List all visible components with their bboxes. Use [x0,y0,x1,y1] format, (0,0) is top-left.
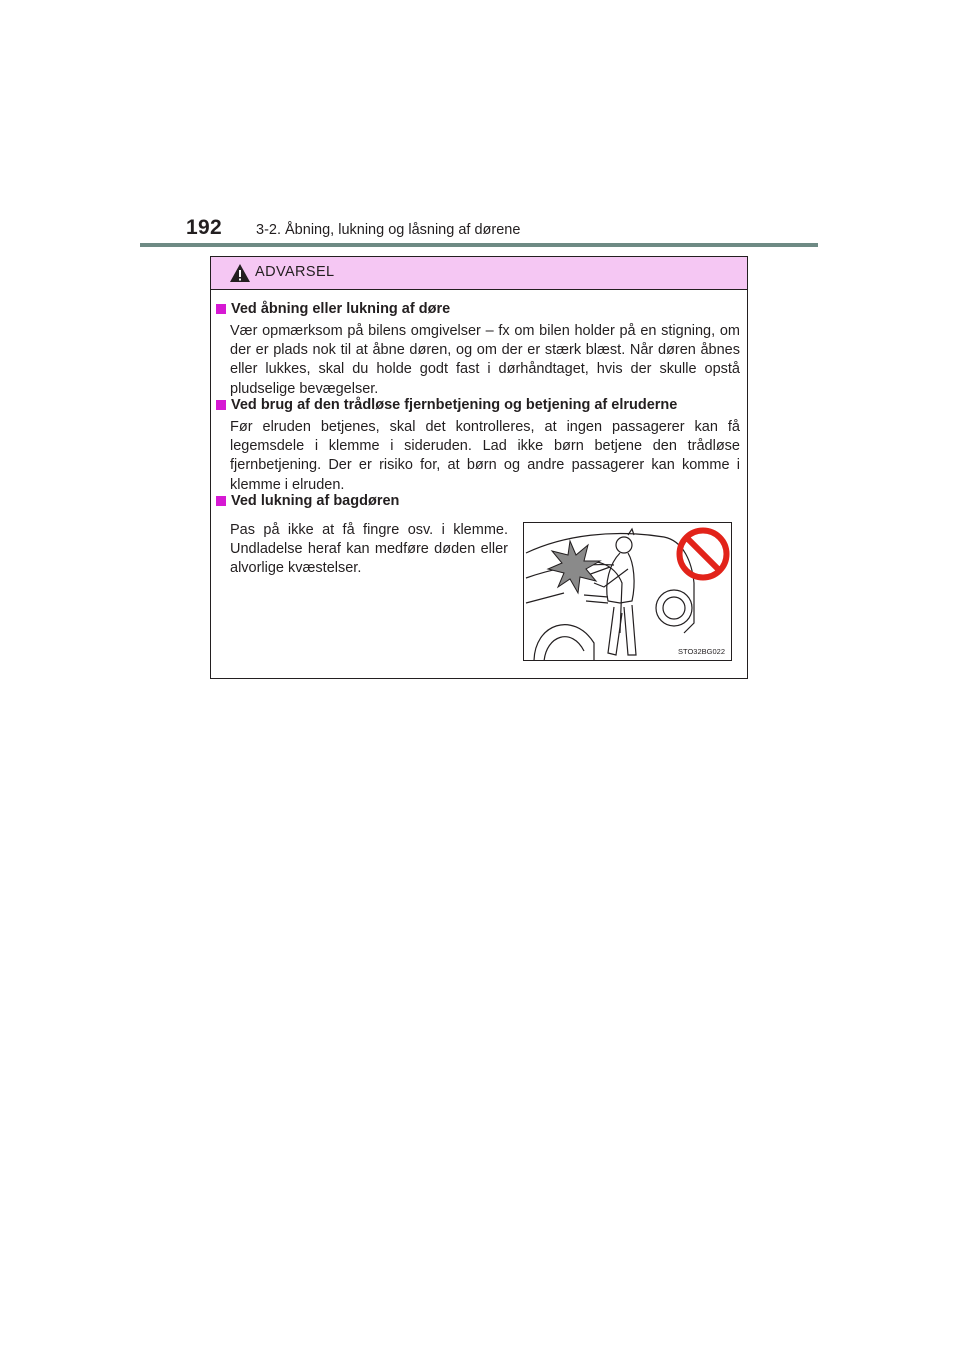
header-rule [140,243,818,247]
square-bullet-icon [216,496,226,506]
warning-title: ADVARSEL [255,264,335,280]
item-heading-remote: Ved brug af den trådløse fjernbetjening og betjening af elruderne [215,397,677,413]
prohibition-icon [675,526,731,582]
square-bullet-icon [216,400,226,410]
illustration-code: STO32BG022 [678,647,725,656]
item-heading-doors: Ved åbning eller lukning af døre [215,301,450,317]
section-title: 3-2. Åbning, lukning og låsning af dørene [256,222,521,238]
item-text-remote: Før elruden betjenes, skal det kontrolleres, at ingen passagerer kan få legemsdele i klemme i sideruden. Lad ikke børn betjene den trådløse fjernbetjening. Der er risiko for, at børn og andre passagerer kan komme i klemme i elruden. [230,419,740,493]
warning-triangle-icon [229,263,251,283]
item-text-doors: Vær opmærksom på bilens omgivelser – fx om bilen holder på en stigning, om der er plads nok til at åbne døren, og om der er stærk blæst. Når døren åbnes eller lukkes, skal du holde godt fast i dørhåndtaget, hvis der skulle opstå pludselige bevægelser. [230,323,740,397]
item-heading-tailgate: Ved lukning af bagdøren [215,493,399,509]
square-bullet-icon [216,304,226,314]
item-text-tailgate: Pas på ikke at få fingre osv. i klemme. Undladelse heraf kan medføre døden eller alvorlige kvæstelser. [230,522,508,577]
page-number: 192 [186,216,222,239]
warning-header [211,257,747,290]
